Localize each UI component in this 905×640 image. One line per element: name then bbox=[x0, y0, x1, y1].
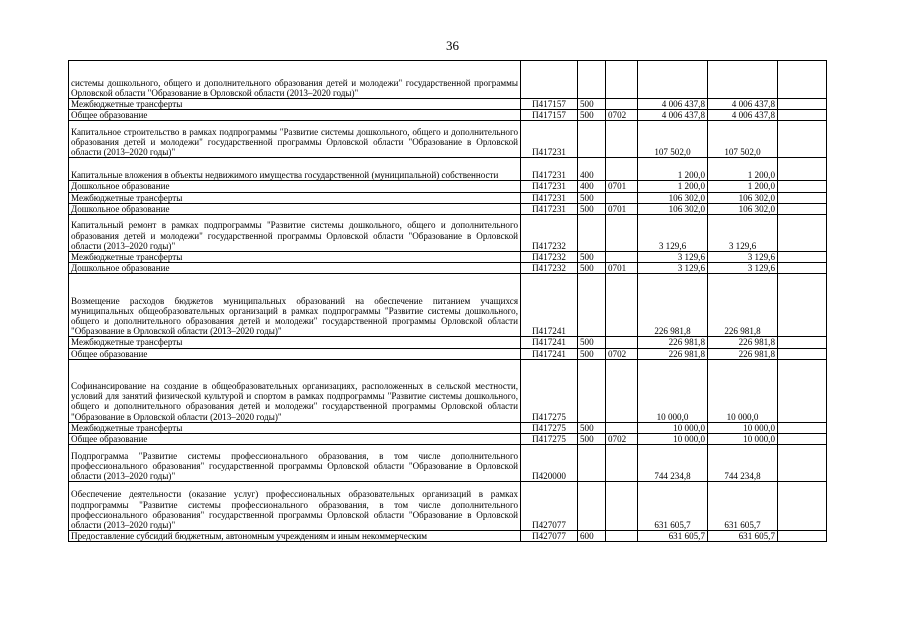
table-row bbox=[69, 158, 827, 181]
extra-amount-cell bbox=[778, 434, 827, 445]
table-row bbox=[69, 337, 827, 348]
page-number: 36 bbox=[446, 38, 459, 53]
extra-amount-cell bbox=[778, 158, 827, 181]
amount-2015-cell: 107 502,0 bbox=[638, 121, 708, 158]
table-row bbox=[69, 422, 827, 433]
extra-amount-cell bbox=[778, 348, 827, 359]
amount-2015-cell bbox=[638, 61, 708, 99]
section-cell bbox=[606, 158, 638, 181]
table-row bbox=[69, 121, 827, 158]
target-article-cell: П417232 bbox=[521, 263, 578, 274]
section-cell bbox=[606, 99, 638, 110]
amount-2015-cell: 631 605,7 bbox=[638, 531, 708, 542]
expense-type-cell bbox=[578, 274, 606, 337]
expense-type-cell: 500 bbox=[578, 99, 606, 110]
section-cell bbox=[606, 359, 638, 422]
expense-type-cell: 500 bbox=[578, 192, 606, 203]
table-row bbox=[69, 181, 827, 192]
amount-2015-cell: 10 000,0 bbox=[638, 422, 708, 433]
expense-type-cell: 600 bbox=[578, 531, 606, 542]
table-row bbox=[69, 215, 827, 252]
row-name-cell: Общее образование bbox=[69, 434, 521, 445]
extra-amount-cell bbox=[778, 215, 827, 252]
target-article-cell: П417241 bbox=[521, 348, 578, 359]
section-cell bbox=[606, 121, 638, 158]
amount-total-cell: 10 000,0 bbox=[708, 422, 778, 433]
target-article-cell: П417231 bbox=[521, 158, 578, 181]
row-name-cell: Общее образование bbox=[69, 348, 521, 359]
extra-amount-cell bbox=[778, 61, 827, 99]
amount-2015-cell: 631 605,7 bbox=[638, 482, 708, 531]
row-name-cell: Софинансирование на создание в общеобразовательных организациях, расположенных в сельской местности, условий для занятий физической культурой и спортом в рамках подпрограммы "Развитие системы дошкольного, общего и дополнительного образования детей и молодежи" государственной программы Орловской области "Образование в Орловской области (2013–2020 годы)" bbox=[69, 359, 521, 422]
extra-amount-cell bbox=[778, 181, 827, 192]
amount-2015-cell: 3 129,6 bbox=[638, 215, 708, 252]
amount-total-cell: 10 000,0 bbox=[708, 359, 778, 422]
amount-total-cell: 3 129,6 bbox=[708, 252, 778, 263]
section-cell bbox=[606, 422, 638, 433]
table-row bbox=[69, 192, 827, 203]
row-name-cell: Капитальный ремонт в рамках подпрограммы "Развитие системы дошкольного, общего и дополнительного образования детей и молодежи" государственной программы Орловской области "Образование в Орловской области (2013–2020 годы)" bbox=[69, 215, 521, 252]
amount-total-cell: 631 605,7 bbox=[708, 531, 778, 542]
table-row bbox=[69, 110, 827, 121]
table-row bbox=[69, 203, 827, 214]
section-cell: 0702 bbox=[606, 348, 638, 359]
row-name-cell: системы дошкольного, общего и дополнительного образования детей и молодежи" государственной программы Орловской области "Образование в Орловской области (2013–2020 годы)" bbox=[69, 61, 521, 99]
extra-amount-cell bbox=[778, 203, 827, 214]
section-cell bbox=[606, 252, 638, 263]
amount-2015-cell: 1 200,0 bbox=[638, 158, 708, 181]
row-name-cell: Межбюджетные трансферты bbox=[69, 252, 521, 263]
target-article-cell: П417275 bbox=[521, 422, 578, 433]
budget-table bbox=[68, 60, 827, 542]
target-article-cell: П427077 bbox=[521, 482, 578, 531]
expense-type-cell bbox=[578, 121, 606, 158]
row-name-cell: Капитальные вложения в объекты недвижимого имущества государственной (муниципальной) собственности bbox=[69, 158, 521, 181]
amount-2015-cell: 3 129,6 bbox=[638, 263, 708, 274]
expense-type-cell: 500 bbox=[578, 263, 606, 274]
expense-type-cell bbox=[578, 215, 606, 252]
amount-2015-cell: 10 000,0 bbox=[638, 434, 708, 445]
amount-total-cell: 4 006 437,8 bbox=[708, 110, 778, 121]
extra-amount-cell bbox=[778, 422, 827, 433]
amount-2015-cell: 226 981,8 bbox=[638, 274, 708, 337]
expense-type-cell bbox=[578, 61, 606, 99]
expense-type-cell: 500 bbox=[578, 203, 606, 214]
target-article-cell: П417232 bbox=[521, 215, 578, 252]
amount-2015-cell: 106 302,0 bbox=[638, 203, 708, 214]
section-cell bbox=[606, 445, 638, 482]
table-row bbox=[69, 61, 827, 99]
amount-2015-cell: 744 234,8 bbox=[638, 445, 708, 482]
extra-amount-cell bbox=[778, 252, 827, 263]
table-row bbox=[69, 263, 827, 274]
extra-amount-cell bbox=[778, 110, 827, 121]
row-name-cell: Межбюджетные трансферты bbox=[69, 192, 521, 203]
target-article-cell: П417231 bbox=[521, 203, 578, 214]
row-name-cell: Предоставление субсидий бюджетным, автономным учреждениям и иным некоммерческим bbox=[69, 531, 521, 542]
expense-type-cell: 400 bbox=[578, 158, 606, 181]
row-name-cell: Дошкольное образование bbox=[69, 203, 521, 214]
section-cell bbox=[606, 192, 638, 203]
amount-total-cell: 226 981,8 bbox=[708, 348, 778, 359]
section-cell bbox=[606, 337, 638, 348]
row-name-cell: Межбюджетные трансферты bbox=[69, 422, 521, 433]
amount-total-cell: 1 200,0 bbox=[708, 158, 778, 181]
amount-total-cell: 1 200,0 bbox=[708, 181, 778, 192]
extra-amount-cell bbox=[778, 482, 827, 531]
extra-amount-cell bbox=[778, 192, 827, 203]
section-cell bbox=[606, 61, 638, 99]
row-name-cell: Дошкольное образование bbox=[69, 263, 521, 274]
row-name-cell: Дошкольное образование bbox=[69, 181, 521, 192]
table-row bbox=[69, 531, 827, 542]
expense-type-cell: 500 bbox=[578, 337, 606, 348]
amount-total-cell bbox=[708, 61, 778, 99]
row-name-cell: Межбюджетные трансферты bbox=[69, 337, 521, 348]
target-article-cell: П417231 bbox=[521, 121, 578, 158]
extra-amount-cell bbox=[778, 99, 827, 110]
target-article-cell: П417232 bbox=[521, 252, 578, 263]
section-cell bbox=[606, 482, 638, 531]
amount-2015-cell: 226 981,8 bbox=[638, 348, 708, 359]
amount-total-cell: 4 006 437,8 bbox=[708, 99, 778, 110]
extra-amount-cell bbox=[778, 337, 827, 348]
section-cell: 0702 bbox=[606, 434, 638, 445]
expense-type-cell bbox=[578, 359, 606, 422]
table-row bbox=[69, 274, 827, 337]
target-article-cell: П417275 bbox=[521, 434, 578, 445]
target-article-cell bbox=[521, 61, 578, 99]
expense-type-cell bbox=[578, 482, 606, 531]
target-article-cell: П417275 bbox=[521, 359, 578, 422]
table-row bbox=[69, 482, 827, 531]
section-cell bbox=[606, 531, 638, 542]
table-row bbox=[69, 445, 827, 482]
amount-total-cell: 226 981,8 bbox=[708, 274, 778, 337]
target-article-cell: П417231 bbox=[521, 181, 578, 192]
section-cell: 0702 bbox=[606, 110, 638, 121]
row-name-cell: Подпрограмма "Развитие системы профессионального образования, в том числе дополнительного профессионального образования" государственной программы Орловской области "Образование в Орловской области (2013–2020 годы)" bbox=[69, 445, 521, 482]
amount-2015-cell: 106 302,0 bbox=[638, 192, 708, 203]
expense-type-cell: 500 bbox=[578, 434, 606, 445]
table-row bbox=[69, 359, 827, 422]
amount-total-cell: 3 129,6 bbox=[708, 263, 778, 274]
expense-type-cell bbox=[578, 445, 606, 482]
row-name-cell: Обеспечение деятельности (оказание услуг) профессиональных образовательных организаций в рамках подпрограммы "Развитие системы профессионального образования, в том числе дополнительного профессионального образования" государственной программы Орловской области "Образование в Орловской области (2013–2020 годы)" bbox=[69, 482, 521, 531]
amount-2015-cell: 4 006 437,8 bbox=[638, 99, 708, 110]
target-article-cell: П417157 bbox=[521, 99, 578, 110]
target-article-cell: П417241 bbox=[521, 274, 578, 337]
extra-amount-cell bbox=[778, 531, 827, 542]
amount-total-cell: 631 605,7 bbox=[708, 482, 778, 531]
amount-2015-cell: 10 000,0 bbox=[638, 359, 708, 422]
target-article-cell: П417157 bbox=[521, 110, 578, 121]
section-cell: 0701 bbox=[606, 181, 638, 192]
target-article-cell: П417241 bbox=[521, 337, 578, 348]
amount-2015-cell: 3 129,6 bbox=[638, 252, 708, 263]
amount-2015-cell: 4 006 437,8 bbox=[638, 110, 708, 121]
target-article-cell: П420000 bbox=[521, 445, 578, 482]
section-cell bbox=[606, 274, 638, 337]
table-row bbox=[69, 348, 827, 359]
table-row bbox=[69, 99, 827, 110]
amount-total-cell: 744 234,8 bbox=[708, 445, 778, 482]
row-name-cell: Капитальное строительство в рамках подпрограммы "Развитие системы дошкольного, общего и дополнительного образования детей и молодежи" государственной программы Орловской области "Образование в Орловской области (2013–2020 годы)" bbox=[69, 121, 521, 158]
amount-2015-cell: 226 981,8 bbox=[638, 337, 708, 348]
target-article-cell: П427077 bbox=[521, 531, 578, 542]
amount-total-cell: 106 302,0 bbox=[708, 192, 778, 203]
amount-2015-cell: 1 200,0 bbox=[638, 181, 708, 192]
section-cell: 0701 bbox=[606, 263, 638, 274]
amount-total-cell: 3 129,6 bbox=[708, 215, 778, 252]
amount-total-cell: 107 502,0 bbox=[708, 121, 778, 158]
extra-amount-cell bbox=[778, 445, 827, 482]
expense-type-cell: 500 bbox=[578, 110, 606, 121]
extra-amount-cell bbox=[778, 121, 827, 158]
target-article-cell: П417231 bbox=[521, 192, 578, 203]
extra-amount-cell bbox=[778, 274, 827, 337]
expense-type-cell: 400 bbox=[578, 181, 606, 192]
expense-type-cell: 500 bbox=[578, 252, 606, 263]
section-cell bbox=[606, 215, 638, 252]
extra-amount-cell bbox=[778, 263, 827, 274]
table-row bbox=[69, 252, 827, 263]
section-cell: 0701 bbox=[606, 203, 638, 214]
row-name-cell: Межбюджетные трансферты bbox=[69, 99, 521, 110]
amount-total-cell: 226 981,8 bbox=[708, 337, 778, 348]
expense-type-cell: 500 bbox=[578, 422, 606, 433]
extra-amount-cell bbox=[778, 359, 827, 422]
amount-total-cell: 106 302,0 bbox=[708, 203, 778, 214]
amount-total-cell: 10 000,0 bbox=[708, 434, 778, 445]
table-row bbox=[69, 434, 827, 445]
row-name-cell: Общее образование bbox=[69, 110, 521, 121]
expense-type-cell: 500 bbox=[578, 348, 606, 359]
row-name-cell: Возмещение расходов бюджетов муниципальных образований на обеспечение питанием учащихся муниципальных общеобразовательных организаций в рамках подпрограммы "Развитие системы дошкольного, общего и дополнительного образования детей и молодежи" государственной программы Орловской области "Образование в Орловской области (2013–2020 годы)" bbox=[69, 274, 521, 337]
